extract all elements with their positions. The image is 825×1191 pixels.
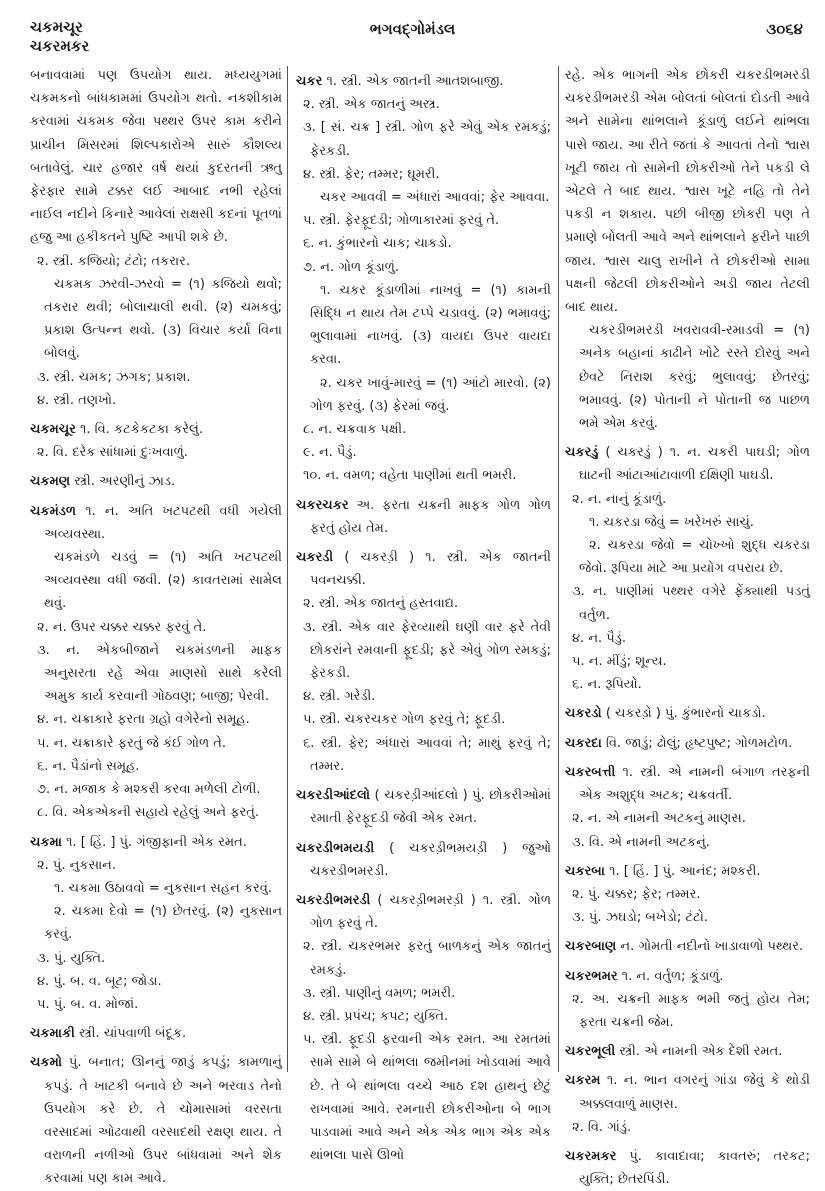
- sense-line: [30, 778, 282, 801]
- sense-line: [30, 947, 282, 970]
- definition-text: ૩. [ સં. ચક્ર ] સ્ત્રી. ગોળ ફરે એવું એક રમકડું; ફેરકડી.: [303, 120, 551, 159]
- headword: ચકમણ: [30, 474, 71, 490]
- column-divider: [287, 66, 288, 1072]
- headword: ચકમો: [30, 1055, 63, 1071]
- sense-line: [296, 1005, 551, 1028]
- definition-text: ( ચકરડ઼ું ) ૧. ન. ચકરી પાઘડી; ગોળ ઘાટની આંટાઆંટાવાળી દક્ષિણી પાઘડી.: [579, 445, 810, 484]
- definition-text: ૫. ન. મીંડું; શૂન્ય.: [572, 654, 667, 670]
- definition-text: ૨. વિ. દરેક સાંધામાં દુઃખવાળું.: [37, 445, 188, 461]
- sense-line: [565, 807, 810, 830]
- dictionary-entry: [565, 732, 810, 755]
- idiom-line: [296, 186, 551, 209]
- definition-text: ( ચકરડ઼ીઆંદલો ) પું. છોકરીઓમાં રમાતી ફેરફૂદડી જેવી એક રમત.: [310, 788, 551, 827]
- dictionary-entry: [565, 965, 810, 988]
- headword: ચકરભૂલી: [565, 1044, 616, 1060]
- dictionary-entry: [30, 418, 282, 441]
- definition-text: ૬. ન. કુંભારનો ચાક; ચાકડો.: [303, 236, 452, 252]
- definition-text: ૨. ચકરડા જેવો = ચોખ્ખો શુદ્ધ ચકરડા જેવો. રૂપિયા માટે આ પ્રયોગ વપરાય છે.: [579, 538, 810, 577]
- headword: ચકરચકર: [296, 497, 349, 513]
- definition-text: રહે. એક ભાગની એક છોકરી ચકરડીભમરડી ચકરડીભમરડી એમ બોલતાં બોલતાં દોડતી આવે અને સામેના થાંભલાને કૂંડાળું લઈને થાંભલા પાસે જાય. આ રીતે જતાં કે આવતાં તેનો શ્વાસ ખૂટી જાય તો સામેની છોકરીઓ તેને પકડી લે એટલે તે બાદ થાય. શ્વાસ ખૂટે નહિ તો તેને પકડી ન શકાય. પછી બીજી છોકરી પણ તે પ્રમાણે બોલતી આવે અને થાંભલાને ફરીને પાછી જાય. શ્વાસ ચાલુ રાખીને તે છોકરીઓ સામા પક્ષની જેટલી છોકરીઓને અડી જાય તેટલી બાદ થાય.: [565, 68, 810, 316]
- sense-line: [565, 627, 810, 650]
- definition-text: ૨. ન. ઉપર ચક્કર ચક્કર ફરવું તે.: [37, 619, 207, 635]
- definition-text: ૨. સ્ત્રી. એક જાતનું હસ્તવાદ્ય.: [303, 596, 459, 612]
- dictionary-entry: [30, 500, 282, 546]
- definition-text: ૫. પું. બ. વ. મોજાં.: [37, 996, 139, 1012]
- sense-line: [296, 616, 551, 686]
- sense-line: [30, 366, 282, 389]
- sense-line: [565, 1116, 810, 1139]
- continuation-text: [30, 64, 282, 250]
- idiom-line: [565, 319, 810, 435]
- idiom-line: [296, 372, 551, 418]
- sense-line: [296, 209, 551, 232]
- dictionary-entry: [296, 837, 551, 883]
- definition-text: ૧. સ્ત્રી. એ નામની બંગાળ તરફની એક અશુદ્ધ અટક; ચક્રવર્તી.: [579, 764, 810, 804]
- headword: ચકમાકી: [30, 1026, 75, 1042]
- sense-line: [30, 970, 282, 993]
- definition-text: ૬. સ્ત્રી. ફેર; અંધારાં આવવાં તે; માથું ફરવું તે; તમ્મર.: [303, 735, 551, 774]
- sense-line: [30, 616, 282, 639]
- definition-text: ૮. ન. ચક્રવાક પક્ષી.: [303, 422, 407, 438]
- definition-text: ચકરડીભમરડી ખવરાવવી-રમાડવી = (૧) અનેક બહાનાં કાઢીને ખોટે રસ્તે દોરવું અને છેવટે નિરાશ કરવું; ભુલાવવું; છેતરવું; ભમાવવું. (૨) પોતાની ને પોતાની જ પાછળ ભમે એમ કરવું.: [579, 323, 810, 432]
- headword: ચકરબા: [565, 863, 605, 879]
- sense-line: [30, 441, 282, 464]
- definition-text: ૨. સ્ત્રી. એક જાતનું અસ્ત્ર.: [303, 97, 440, 113]
- sense-line: [296, 256, 551, 279]
- sense-line: [296, 685, 551, 708]
- definition-text: ૪. સ્ત્રી. ગરેડી.: [303, 689, 376, 705]
- dictionary-entry: [565, 761, 810, 807]
- definition-text: ૧. ચકર કૂંડાળીમાં નાખવું = (૧) કામની સિદ્ધિ ન થાય તેમ ટપ્પે ચડાવવું. (૨) ભમાવવું; ભુલાવામાં નાખવું. (૩) વાયદા ઉપર વાયદા કરવા.: [310, 282, 551, 368]
- definition-text: ચકમક ઝરવી-ઝરવો = (૧) કજિયો થવો; તકરાર થવી; બોલાચાલી થવી. (૨) ચમકવું; પ્રકાશ ઉત્પન્ન થવો. (૩) વિચાર કર્યા વિના બોલવું.: [44, 276, 282, 362]
- definition-text: ૧. ન. ભાન વગરનું ગાંડા જેવું કે થોડી અક્કલવાળું માણસ.: [579, 1073, 810, 1112]
- column-3: [565, 64, 810, 1191]
- dictionary-entry: [565, 441, 810, 487]
- dictionary-entry: [565, 702, 810, 725]
- definition-text: ૪. સ્ત્રી. તણખો.: [37, 392, 117, 408]
- idiom-line: [565, 534, 810, 580]
- headword: ચકરડું: [565, 445, 599, 461]
- headword: ચકમચૂર: [30, 422, 76, 438]
- definition-text: ૪. સ્ત્રી. પ્રપંચ; કપટ; યુક્તિ.: [303, 1008, 449, 1024]
- idiom-line: [565, 511, 810, 534]
- dictionary-entry: [565, 935, 810, 958]
- definition-text: પું. બનાત; ઊનનું જાડું કપડું; કામળાનું કપડું. તે ખાટકી બનાવે છે અને ભરવાડ તેનો ઉપયોગ કરે છે. તે ચોમાસામાં વરસતા વરસાદમાં ઓઢવાથી વરસાદથી રક્ષણ થાય. તે વરાળની નળીઓ ઉપર બાંધવામાં અને શેક કરવામાં પણ કામ આવે.: [44, 1055, 282, 1187]
- definition-text: પું. કાવાદાવા; કાવતરું; તરકટ; યુક્તિ; છેતરપિંડી.: [579, 1148, 810, 1188]
- idiom-line: [30, 877, 282, 900]
- definition-text: ૪. ન. પૈડું.: [572, 630, 626, 646]
- sense-line: [565, 883, 810, 906]
- dictionary-entry: [30, 1051, 282, 1190]
- definition-text: ૨. ચકર ખાવું-મારવું = (૧) આંટો મારવો. (૨) ગોળ ફરવું. (૩) ફેરમાં જવું.: [310, 375, 551, 414]
- definition-text: ૯. ન. પૈડું.: [303, 445, 357, 461]
- headword: ચકરડો: [565, 706, 602, 722]
- dictionary-entry: [296, 546, 551, 592]
- sense-line: [296, 732, 551, 778]
- dictionary-entry: [30, 831, 282, 854]
- definition-text: સ્ત્રી. ચાંપવાળી બંદૂક.: [74, 1026, 187, 1042]
- headword: ચકરડીભમયડી: [296, 840, 375, 856]
- definition-text: સ્ત્રી. એ નામની એક દેશી રમત.: [615, 1044, 783, 1060]
- sense-line: [565, 488, 810, 511]
- definition-text: ૩. વિ. એ નામની અટકનું.: [572, 834, 710, 850]
- sense-line: [296, 464, 551, 487]
- sense-line: [296, 708, 551, 731]
- sense-line: [30, 801, 282, 824]
- sense-line: [30, 389, 282, 412]
- definition-text: ( ચકરડ઼ી ) ૧. સ્ત્રી. એક જાતની પવનચક્કી.: [310, 550, 551, 589]
- headword: ચકરભમર: [565, 968, 618, 984]
- headword: ચકરડીભમરડી: [296, 892, 371, 908]
- sense-line: [296, 1028, 551, 1167]
- headword: ચકરદા: [565, 735, 602, 751]
- idiom-line: [30, 273, 282, 366]
- dictionary-entry: [30, 1022, 282, 1045]
- guide-word-first: ચકમચૂર: [30, 18, 83, 36]
- column-2: [296, 64, 551, 1167]
- headword: ચકમા: [30, 834, 62, 850]
- definition-text: ૮. વિ. એકએકની સહાયે રહેલું અને ફરતું.: [37, 805, 259, 821]
- definition-text: ૫. સ્ત્રી. ફેરફૂદડી; ગોળાકારમાં ફરવું તે.: [303, 213, 500, 229]
- definition-text: ૨. સ્ત્રી. ચકરભમર ફરતું બાળકનું એક જાતનું રમકડું.: [303, 939, 551, 978]
- definition-text: ૭. ન. ગોળ કૂંડાળું.: [303, 259, 400, 275]
- definition-text: ૨. વિ. ગાંડું.: [572, 1119, 632, 1135]
- definition-text: ૧. વિ. કટકેકટકા કરેલું.: [75, 422, 203, 438]
- dictionary-entry: [565, 1040, 810, 1063]
- dictionary-entry: [296, 784, 551, 830]
- idiom-line: [30, 900, 282, 946]
- definition-text: ૬. ન. રૂપિયો.: [572, 677, 642, 693]
- definition-text: ( ચકરડ઼ીભમયડ઼ી ) જુઓ ચકરડીભમરડી.: [310, 840, 551, 879]
- definition-text: ૩. પું. ઝઘડો; બખેડો; ટંટો.: [572, 910, 708, 926]
- dictionary-entry: [565, 1145, 810, 1191]
- definition-text: ૨. પું. ચક્કર; ફેર; તમ્મર.: [572, 886, 701, 902]
- definition-text: ૪. સ્ત્રી. ફેર; તમ્મર; ઘૂમરી.: [303, 166, 440, 182]
- definition-text: ચકર આવવી = અંધારાં આવવાં; ફેર આવવા.: [320, 190, 550, 206]
- headword: ચકરબાણ: [565, 939, 617, 955]
- headword: ચકરમ: [565, 1073, 601, 1089]
- definition-text: ૧. [ હિં. ] પું. આનંદ; મશ્કરી.: [604, 863, 761, 879]
- sense-line: [30, 708, 282, 731]
- continuation-text: [565, 64, 810, 319]
- idiom-line: [30, 546, 282, 616]
- guide-word-last: ચકરમકર: [30, 37, 90, 55]
- sense-line: [296, 163, 551, 186]
- definition-text: ૬. ન. પૈડાંનો સમૂહ.: [37, 758, 140, 774]
- definition-text: ૪. ન. ચક્રાકારે ફરતા ગ્રહો વગેરેનો સમૂહ.: [37, 712, 250, 728]
- idiom-line: [296, 279, 551, 372]
- sense-line: [565, 580, 810, 626]
- sense-line: [565, 831, 810, 854]
- column-1: [30, 64, 282, 1191]
- definition-text: ૩. સ્ત્રી. પાણીનું વમળ; ભમરી.: [303, 985, 456, 1001]
- headword: ચકરબત્તી: [565, 764, 616, 780]
- definition-text: ન. ગોમતી નદીનો ખાડાવાળો પથ્થર.: [616, 939, 804, 955]
- definition-text: ૭. ન. મજાક કે મશ્કરી કરવા મળેલી ટોળી.: [37, 782, 261, 798]
- sense-line: [30, 250, 282, 273]
- definition-text: ૧. સ્ત્રી. એક જાતની આતશબાજી.: [322, 74, 504, 89]
- definition-text: ( ચકરડ઼ો ) પું. કુંભારનો ચાકડો.: [601, 706, 766, 722]
- sense-line: [296, 592, 551, 615]
- definition-text: ૫. સ્ત્રી. ફૂદડી ફરવાની એક રમત. આ રમતમાં સામે સામે બે થાંભલા જમીનમાં ખોડવામાં આવે છે. તે બે થાંભલા વચ્ચે આઠ દશ હાથનું છેટું રાખવામાં આવે. રમનારી છોકરીઓના બે ભાગ પાડવામાં આવે અને એક એક ભાગ એક એક થાંભલા પાસે ઊભો: [303, 1032, 551, 1164]
- definition-text: ૫. સ્ત્રી. ચકરચકર ગોળ ફરવું તે; ફૂદડી.: [303, 712, 506, 728]
- definition-text: ૨. ન. એ નામની અટકનું માણસ.: [572, 811, 746, 827]
- definition-text: ૧. [ હિં. ] પું. ગંજીફાની એક રમત.: [61, 834, 247, 850]
- dictionary-entry: [296, 70, 551, 93]
- sense-line: [30, 732, 282, 755]
- dictionary-entry: [565, 1069, 810, 1115]
- definition-text: ૧. ચકરડા જેવું = ખરેખરું સાચું.: [589, 514, 754, 530]
- dictionary-entry: [296, 494, 551, 540]
- definition-text: ૪. પું. બ. વ. બૂટ; જોડા.: [37, 973, 162, 989]
- page-number: ૩૦૬૪: [766, 20, 803, 38]
- sense-line: [296, 93, 551, 116]
- definition-text: ૩. ન. પાણીમાં પથ્થર વગેરે ફેંક્યાથી પડતું વર્તુળ.: [572, 584, 810, 623]
- definition-text: ૩. ન. એકબીજાને ચકમંડળની માફક અનુસરતા રહે એવા માણસો સાથે કરેલી અમુક કાર્ય કરવાની ગોઠવણ; બાજી; પેરવી.: [37, 642, 282, 705]
- page-title: ભગવદ્ગોમંડલ: [369, 20, 456, 38]
- sense-line: [296, 418, 551, 441]
- definition-text: ૨. પું. નુકસાન.: [37, 857, 116, 873]
- definition-text: ૧. ન. અતિ ખટપટથી વધી ગયેલી અવ્યવસ્થા.: [44, 503, 282, 542]
- dictionary-entry: [30, 470, 282, 493]
- definition-text: ચકમંડળે ચડવું = (૧) અતિ ખટપટથી અવ્યવસ્થા વધી જવી. (૨) કાવતરામાં સામેલ થવું.: [44, 550, 282, 612]
- definition-text: બનાવવામાં પણ ઉપયોગ થાય. મધ્યયુગમાં ચકમકનો બાંધકામમાં ઉપયોગ થતો. નકશીકામ કરવામાં ચકમક જેવા પથ્થર ઉપર કામ કરીને પ્રાચીન મિસરમાં શિલ્પકારોએ સારું કૌશલ્ય બતાવેલું. ચાર હજાર વર્ષ થયાં કુદરતની ઋતુ ફેરફાર સામે ટક્કર લઈ આબાદ નભી રહેલાં નાઈલ નદીને કિનારે આવેલાં રાક્ષસી કદનાં પૂતળાં હજુ આ હકીકતને પુષ્ટિ આપી શકે છે.: [30, 68, 282, 246]
- headword: ચકર: [296, 74, 323, 89]
- sense-line: [565, 988, 810, 1034]
- definition-text: સ્ત્રી. અરણીનું ઝાડ.: [70, 474, 176, 490]
- sense-line: [296, 982, 551, 1005]
- sense-line: [30, 639, 282, 709]
- sense-line: [296, 935, 551, 981]
- headword: ચકરડીઆંદલો: [296, 788, 371, 804]
- definition-text: ૩. સ્ત્રી. ચમક; ઝગક; પ્રકાશ.: [37, 369, 191, 385]
- sense-line: [30, 854, 282, 877]
- definition-text: અ. ફરતા ચક્રની માફક ગોળ ગોળ ફરતું હોય તેમ.: [310, 497, 551, 536]
- definition-text: ૨. ન. નાનું કૂંડાળું.: [572, 491, 667, 507]
- definition-text: ૨. ચકમા દેવો = (૧) છેતરવું. (૨) નુકસાન કરવું.: [44, 904, 282, 943]
- sense-line: [296, 232, 551, 255]
- headword: ચકમંડળ: [30, 503, 77, 519]
- definition-text: ૨. સ્ત્રી. કજિયો; ટંટો; તકરાર.: [37, 253, 190, 269]
- sense-line: [565, 673, 810, 696]
- column-divider: [558, 66, 559, 1072]
- definition-text: ( ચકરડ઼ીભમરડ઼ી ) ૧. સ્ત્રી. ગોળ ગોળ ફરવું તે.: [310, 892, 551, 932]
- definition-text: ૩. સ્ત્રી. એક વાર ફેરવ્યાથી ઘણી વાર ફરે તેવી છોકરાંને રમવાની ફૂદડી; ફરે એવું ગોળ રમકડું; ફેરકડી.: [303, 619, 551, 682]
- definition-text: ૧૦. ન. વમળ; વહેતા પાણીમાં થતી ભમરી.: [303, 468, 517, 484]
- definition-text: વિ. જાડું; ઢોલું; હૃષ્ટપુષ્ટ; ગોળમટોળ.: [601, 735, 793, 751]
- dictionary-entry: [296, 889, 551, 935]
- sense-line: [565, 650, 810, 673]
- headword: ચકરડી: [296, 550, 334, 566]
- sense-line: [565, 906, 810, 929]
- dictionary-entry: [565, 860, 810, 883]
- headword: ચકરમકર: [565, 1148, 617, 1164]
- sense-line: [30, 755, 282, 778]
- definition-text: ૫. ન. ચક્રાકારે ફરતું જે કંઈ ગોળ તે.: [37, 735, 227, 751]
- definition-text: ૨. અ. ચક્રની માફક ભમી જતું હોય તેમ; ફરતા ચક્રની જેમ.: [572, 991, 810, 1030]
- sense-line: [296, 441, 551, 464]
- definition-text: ૧. ન. વર્તુળ; કૂંડાળું.: [617, 968, 724, 984]
- sense-line: [30, 993, 282, 1016]
- definition-text: ૧. ચકમા ઉઠાવવો = નુકસાન સહન કરવું.: [54, 880, 273, 896]
- definition-text: ૩. પું. યુક્તિ.: [37, 950, 106, 966]
- sense-line: [296, 116, 551, 162]
